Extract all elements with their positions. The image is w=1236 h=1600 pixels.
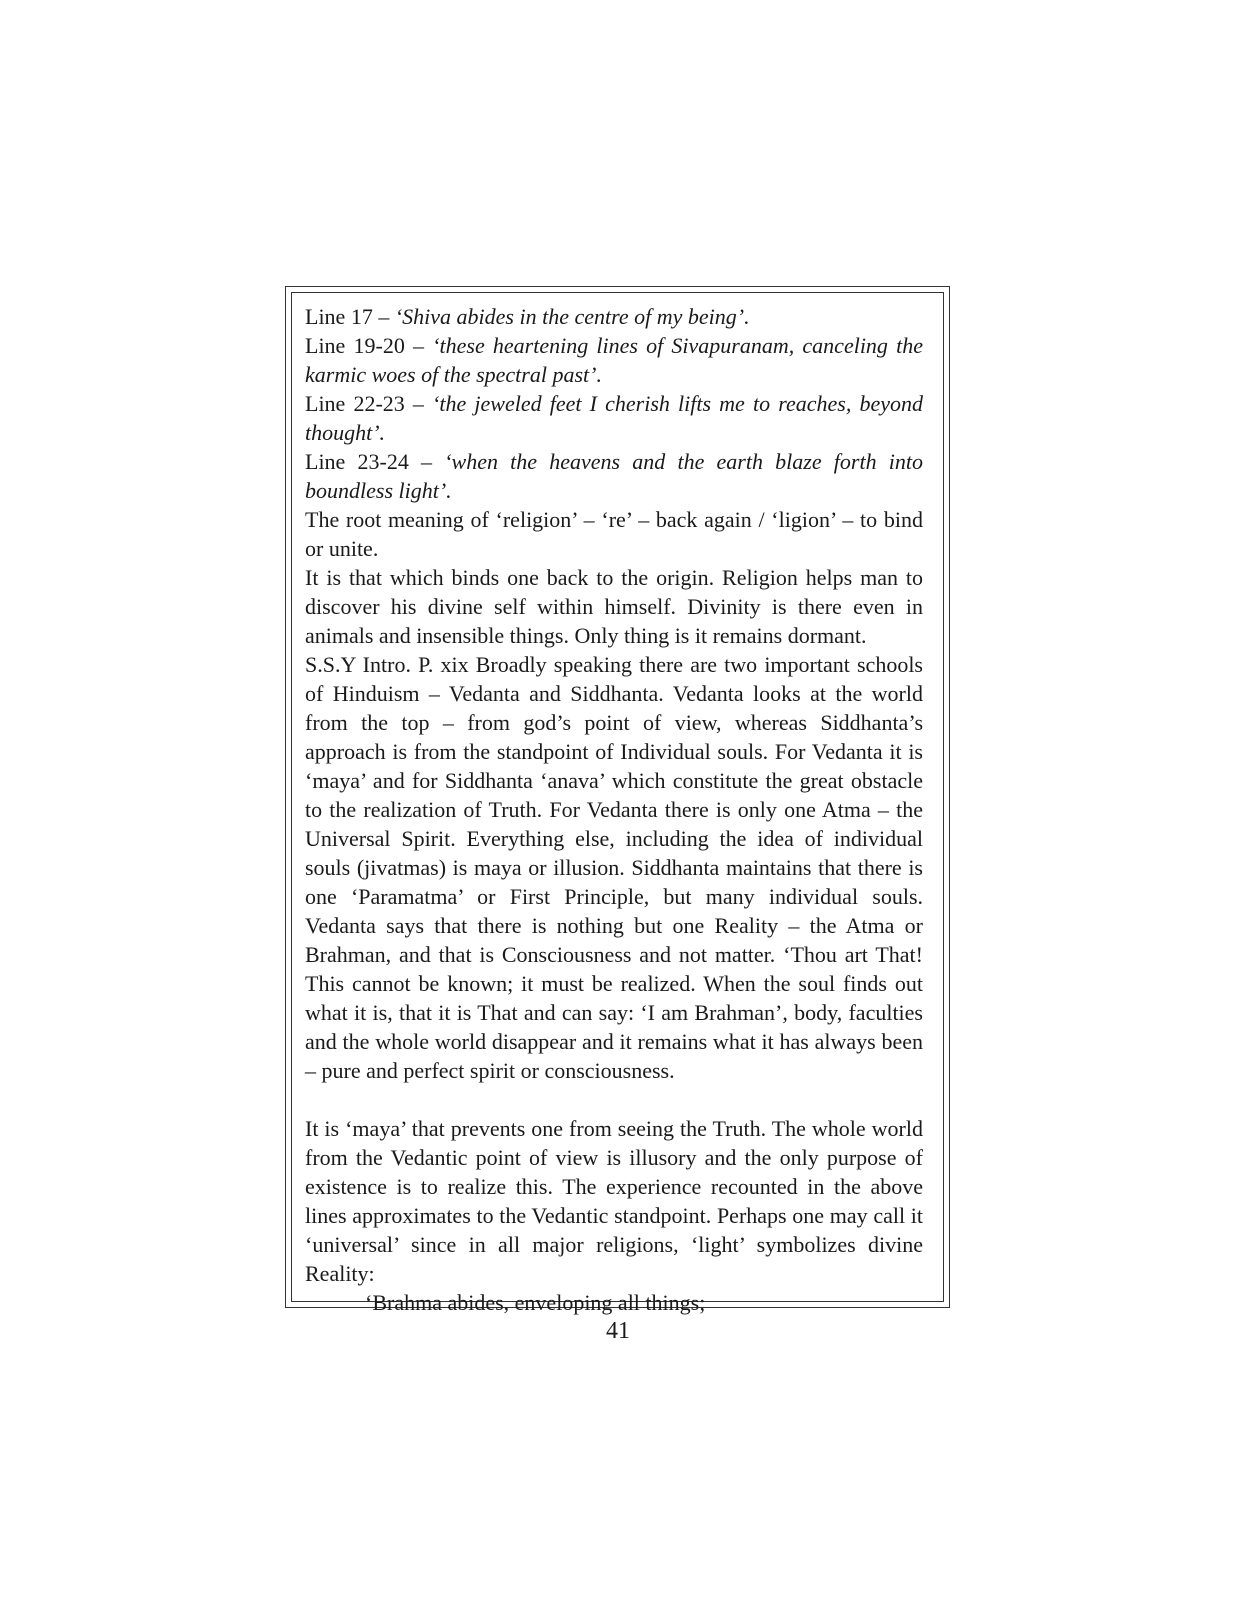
line-label: Line 23-24 –: [305, 449, 445, 474]
line-quote: ‘when the heavens and the earth blaze forth into boundless light’.: [305, 449, 923, 503]
quote-start: ‘Brahma abides, enveloping all things;: [365, 1290, 706, 1315]
page-border-outer: [285, 286, 950, 1315]
line-quote: ‘Shiva abides in the centre of my being’.: [394, 304, 750, 329]
line-label: Line 22-23 –: [305, 391, 433, 416]
page-number: 41: [606, 1318, 630, 1344]
line-label: Line 17 –: [305, 304, 395, 329]
line-entry: [305, 389, 923, 447]
line-label: Line 19-20 –: [305, 333, 433, 358]
paragraph-root-meaning: The root meaning of ‘religion’ – ‘re’ – back again / ‘ligion’ – to bind or unite.: [305, 507, 923, 561]
page-content: [305, 302, 923, 1317]
paragraph-gap: [305, 1085, 923, 1114]
paragraph-ssy: S.S.Y Intro. P. xix Broadly speaking there are two important schools of Hinduism – Vedanta and Siddhanta. Vedanta looks at the world from the top – from god’s point of view, whereas Siddhanta’s approach is from the standpoint of Individual souls. For Vedanta it is ‘maya’ and for Siddhanta ‘anava’ which constitute the great obstacle to the realization of Truth. For Vedanta there is only one Atma – the Universal Spirit. Everything else, including the idea of individual souls (jivatmas) is maya or illusion. Siddhanta maintains that there is one ‘Paramatma’ or First Principle, but many individual souls. Vedanta says that there is nothing but one Reality – the Atma or Brahman, and that is Consciousness and not matter. ‘Thou art That! This cannot be known; it must be realized. When the soul finds out what it is, that it is That and can say: ‘I am Brahman’, body, faculties and the whole world disappear and it remains what it has always been – pure and perfect spirit or consciousness.: [305, 652, 923, 1083]
paragraph-maya: It is ‘maya’ that prevents one from seeing the Truth. The whole world from the Vedantic point of view is illusory and the only purpose of existence is to realize this. The experience recounted in the above lines approximates to the Vedantic standpoint. Perhaps one may call it ‘universal’ since in all major religions, ‘light’ symbolizes divine Reality:: [305, 1116, 923, 1286]
line-entry: [305, 447, 923, 505]
line-quote: ‘the jeweled feet I cherish lifts me to reaches, beyond thought’.: [305, 391, 923, 445]
line-entry: [305, 302, 923, 331]
line-entry: [305, 331, 923, 389]
paragraph-binds: It is that which binds one back to the origin. Religion helps man to discover his divine self within himself. Divinity is there even in animals and insensible things. Only thing is it remains dormant.: [305, 565, 923, 648]
line-quote: ‘these heartening lines of Sivapuranam, canceling the karmic woes of the spectral past’.: [305, 333, 923, 387]
